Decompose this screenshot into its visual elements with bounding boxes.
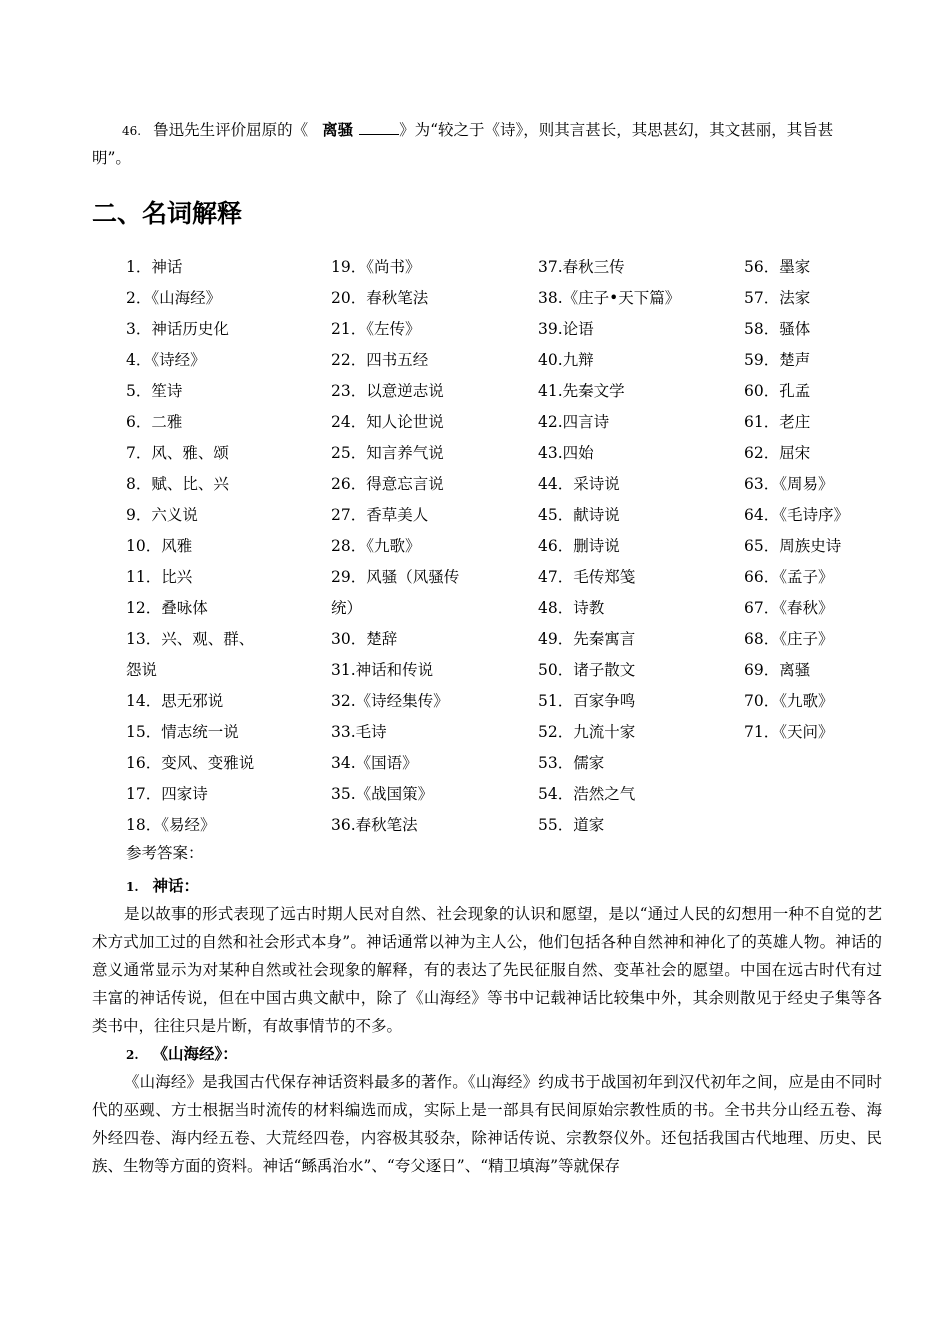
term-item: 3．神话历史化 (126, 320, 229, 338)
term-item: 9．六义说 (126, 506, 198, 524)
reference-label: 参考答案： (126, 844, 204, 862)
term-item: 11．比兴 (126, 568, 193, 586)
term-item: 22．四书五经 (331, 351, 429, 369)
term-column-2 (331, 254, 531, 843)
term-item: 40.九辩 (538, 351, 594, 369)
entry-heading-1 (126, 872, 199, 901)
term-item: 5．笙诗 (126, 382, 183, 400)
term-item: 48．诗教 (538, 599, 605, 617)
entry-text-2: 《山海经》是我国古代保存神话资料最多的著作。《山海经》约成书于战国初年到汉代初年之间，应是由不同时代的巫觋、方士根据当时流传的材料编选而成，实际上是一部具有民间原始宗教性质的书。全书共分山经五卷、海外经四卷、海内经五卷、大荒经四卷，内容极其驳杂，除神话传说、宗教祭仪外。还包括我国古代地理、历史、民族、生物等方面的资料。神话“鲧禹治水”、“夸父逐日”、“精卫填海”等就保存 (92, 1073, 882, 1175)
term-item: 25．知言养气说 (331, 444, 444, 462)
term-item: 47．毛传郑笺 (538, 568, 636, 586)
term-item: 70．《九歌》 (744, 692, 834, 710)
term-item: 55．道家 (538, 816, 605, 834)
term-item: 64．《毛诗序》 (744, 506, 849, 524)
question-answer: 离骚 (322, 120, 354, 139)
term-item: 6．二雅 (126, 413, 183, 431)
term-item: 15．情志统一说 (126, 723, 239, 741)
term-item: 66．《孟子》 (744, 568, 834, 586)
term-item: 35.《战国策》 (331, 785, 434, 803)
term-item: 63．《周易》 (744, 475, 834, 493)
term-item: 52．九流十家 (538, 723, 636, 741)
term-item: 37.春秋三传 (538, 258, 625, 276)
term-item: 30．楚辞 (331, 630, 398, 648)
term-item: 50．诸子散文 (538, 661, 636, 679)
term-item: 10．风雅 (126, 537, 193, 555)
term-item: 16．变风、变雅说 (126, 754, 255, 772)
term-item: 49．先秦寓言 (538, 630, 636, 648)
term-item: 怨说 (126, 661, 158, 679)
term-item: 59．楚声 (744, 351, 811, 369)
term-item: 56．墨家 (744, 258, 811, 276)
term-item: 8．赋、比、兴 (126, 475, 229, 493)
term-item: 32.《诗经集传》 (331, 692, 449, 710)
term-item: 39.论语 (538, 320, 594, 338)
question-number: 46. (122, 124, 142, 138)
term-item: 60．孔孟 (744, 382, 811, 400)
term-item: 14．思无邪说 (126, 692, 224, 710)
term-item: 36.春秋笔法 (331, 816, 418, 834)
term-column-1 (126, 254, 326, 843)
term-item: 57．法家 (744, 289, 811, 307)
term-item: 20．春秋笔法 (331, 289, 429, 307)
term-item: 71．《天问》 (744, 723, 834, 741)
term-column-4 (744, 254, 934, 750)
term-item: 19．《尚书》 (331, 258, 421, 276)
term-item: 68．《庄子》 (744, 630, 834, 648)
entry-number: 1. (126, 880, 139, 894)
term-item: 27．香草美人 (331, 506, 429, 524)
term-item: 46．删诗说 (538, 537, 620, 555)
term-item: 31.神话和传说 (331, 661, 434, 679)
term-item: 54．浩然之气 (538, 785, 636, 803)
term-item: 24．知人论世说 (331, 413, 444, 431)
term-item: 62．屈宋 (744, 444, 811, 462)
term-item: 42.四言诗 (538, 413, 610, 431)
entry-text-1: 是以故事的形式表现了远古时期人民对自然、社会现象的认识和愿望，是以“通过人民的幻想用一种不自觉的艺术方式加工过的自然和社会形式本身”。神话通常以神为主人公，他们包括各种自然神和神化了的英雄人物。神话的意义通常显示为对某种自然或社会现象的解释，有的表达了先民征服自然、变革社会的愿望。中国在远古时代有过丰富的神话传说，但在中国古典文献中，除了《山海经》等书中记载神话比较集中外，其余则散见于经史子集等各类书中，往往只是片断，有故事情节的不多。 (92, 905, 882, 1035)
term-item: 统） (331, 599, 363, 617)
term-item: 51．百家争鸣 (538, 692, 636, 710)
question-46 (92, 116, 867, 172)
term-item: 12．叠咏体 (126, 599, 208, 617)
term-item: 28．《九歌》 (331, 537, 421, 555)
term-item: 17．四家诗 (126, 785, 208, 803)
term-item: 67．《春秋》 (744, 599, 834, 617)
term-item: 34.《国语》 (331, 754, 418, 772)
term-item: 7．风、雅、颂 (126, 444, 229, 462)
term-item: 45．献诗说 (538, 506, 620, 524)
entry-heading-2 (126, 1040, 238, 1069)
entry-title: 《山海经》： (152, 1044, 238, 1063)
term-item: 58．骚体 (744, 320, 811, 338)
term-item: 38.《庄子•天下篇》 (538, 289, 681, 307)
term-item: 61．老庄 (744, 413, 811, 431)
section-title: 二、名词解释 (92, 199, 243, 228)
term-item: 33.毛诗 (331, 723, 387, 741)
term-item: 53．儒家 (538, 754, 605, 772)
term-item: 2．《山海经》 (126, 289, 222, 307)
term-item: 18．《易经》 (126, 816, 216, 834)
term-item: 23．以意逆志说 (331, 382, 444, 400)
entry-number: 2. (126, 1048, 139, 1062)
term-item: 41.先秦文学 (538, 382, 625, 400)
question-text-after: 》为“较之于《诗》，则其言甚长，其思甚幻，其文甚丽，其旨甚明”。 (92, 121, 834, 167)
question-text-before: 鲁迅先生评价屈原的《 (153, 121, 309, 139)
answer-blank (359, 120, 399, 135)
term-item: 29．风骚（风骚传 (331, 568, 460, 586)
term-item: 69．离骚 (744, 661, 811, 679)
term-item: 1．神话 (126, 258, 183, 276)
entry-title: 神话： (152, 876, 200, 895)
term-column-3 (538, 254, 738, 843)
term-item: 4．《诗经》 (126, 351, 206, 369)
term-item: 65．周族史诗 (744, 537, 842, 555)
term-item: 13．兴、观、群、 (126, 630, 255, 648)
term-item: 43.四始 (538, 444, 594, 462)
term-item: 44．采诗说 (538, 475, 620, 493)
term-item: 26．得意忘言说 (331, 475, 444, 493)
term-item: 21．《左传》 (331, 320, 421, 338)
